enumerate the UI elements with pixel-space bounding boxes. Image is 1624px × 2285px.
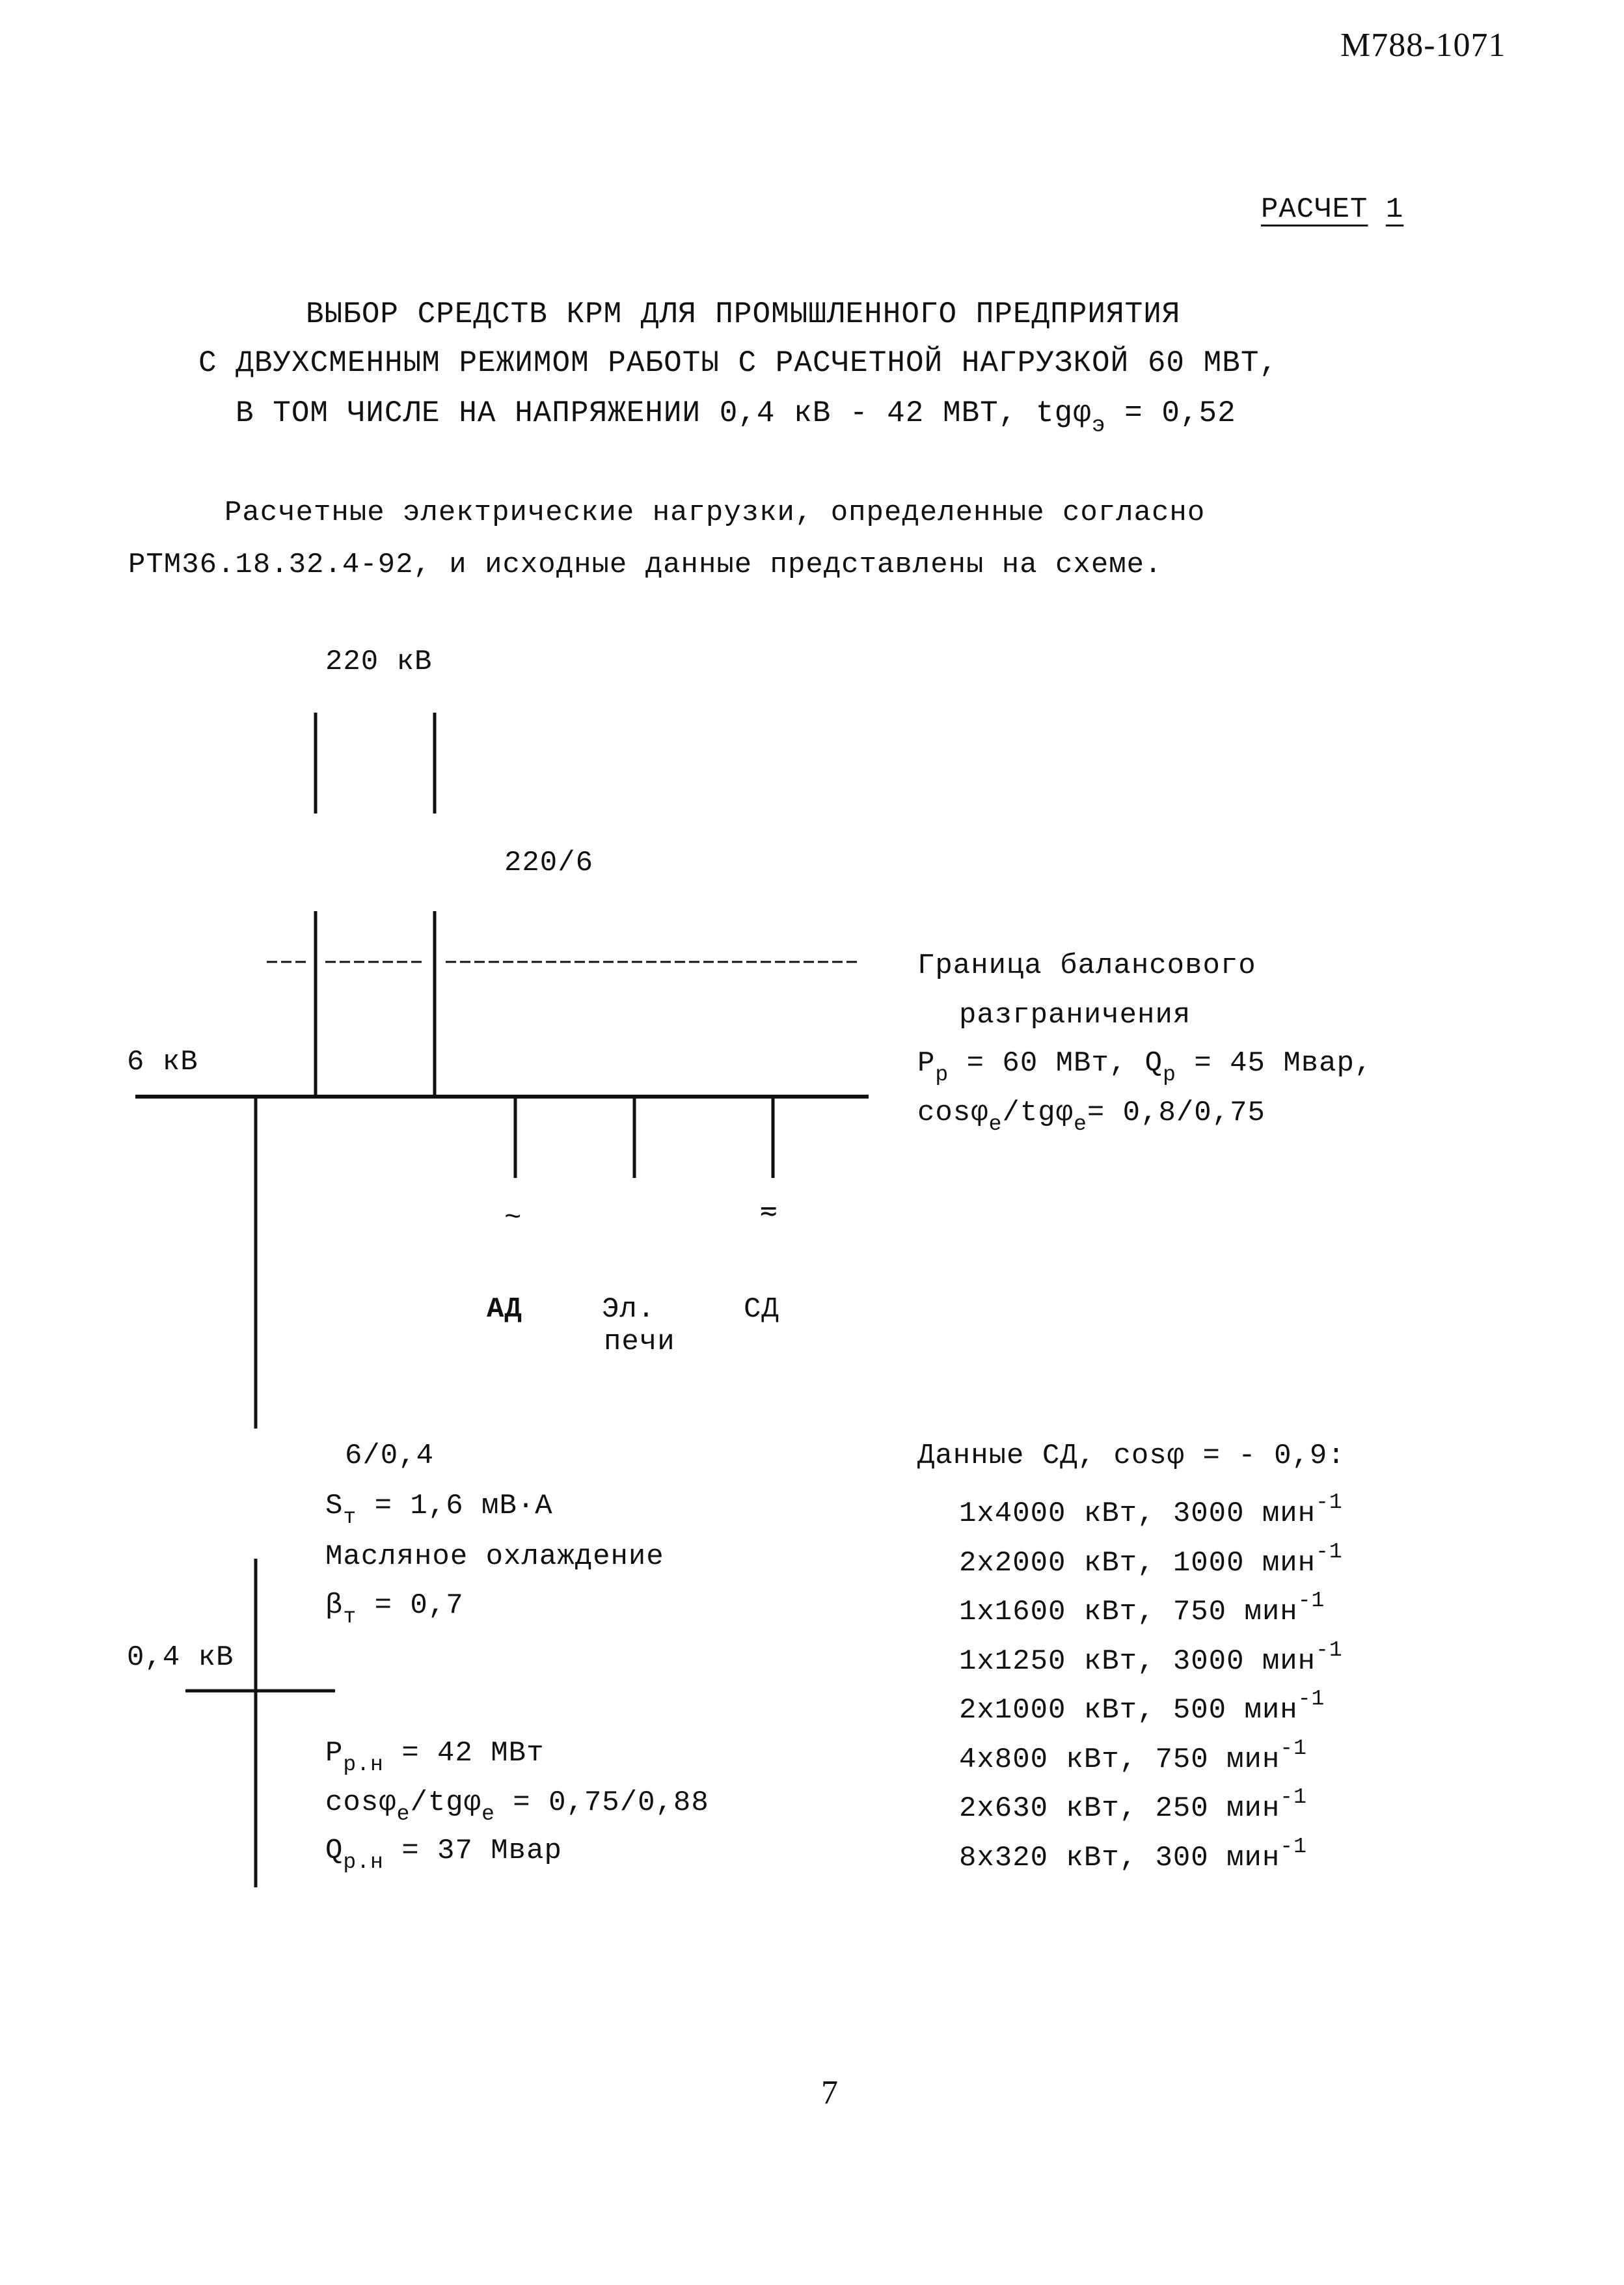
load04-q-value: = 37 Мвар	[383, 1835, 562, 1867]
transformer-cooling: Масляное охлаждение	[325, 1540, 664, 1573]
title-line-3-subscript: э	[1091, 413, 1106, 439]
sd-data-row-exponent: -1	[1297, 1589, 1325, 1613]
label-6kv: 6 кВ	[127, 1046, 198, 1078]
boundary-q-subscript: р	[1163, 1062, 1176, 1087]
intro-line-2: РТМ36.18.32.4-92, и исходные данные представлены на схеме.	[128, 549, 1163, 581]
sd-data-row-text: 2х1000 кВт, 500 мин	[959, 1693, 1298, 1727]
sd-data-row-exponent: -1	[1297, 1687, 1325, 1711]
sd-data-row-text: 1х1250 кВт, 3000 мин	[959, 1645, 1316, 1678]
transformer-beta-symbol: β	[325, 1589, 344, 1622]
load04-q-subscript: р.н	[343, 1850, 384, 1874]
boundary-p-subscript: р	[935, 1062, 949, 1087]
boundary-p-symbol: P	[917, 1047, 936, 1080]
sd-data-row-text: 8х320 кВт, 300 мин	[959, 1841, 1280, 1874]
load04-cos-tg	[325, 1788, 709, 1825]
boundary-tg-subscript: e	[1074, 1112, 1087, 1136]
load04-reactive-power	[325, 1837, 562, 1873]
boundary-line-2: разграничения	[959, 999, 1191, 1032]
sd-data-row-text: 1х1600 кВт, 750 мин	[959, 1595, 1298, 1628]
transformer-beta-value: = 0,7	[357, 1589, 464, 1622]
label-sd: СД	[744, 1293, 779, 1326]
sd-data-row-exponent: -1	[1316, 1539, 1343, 1564]
calculation-number: 1	[1385, 193, 1404, 226]
sd-data-row	[959, 1590, 1325, 1626]
label-transformer-6-04: 6/0,4	[345, 1440, 435, 1472]
sd-motor-symbol: ≂	[760, 1197, 778, 1229]
sd-data-row-exponent: -1	[1280, 1785, 1307, 1809]
title-line-2: С ДВУХСМЕННЫМ РЕЖИМОМ РАБОТЫ С РАСЧЕТНОЙ НАГРУЗКОЙ 60 МВТ,	[198, 346, 1279, 380]
load04-cos-tg-value: = 0,75/0,88	[494, 1786, 709, 1819]
transformer-beta-subscript: т	[343, 1604, 357, 1629]
load04-p-subscript: р.н	[343, 1752, 384, 1777]
label-220kv: 220 кВ	[325, 646, 433, 678]
boundary-cos-tg-value: = 0,8/0,75	[1087, 1097, 1265, 1129]
transformer-s-value: = 1,6 мВ·А	[357, 1490, 553, 1522]
load04-q-symbol: Q	[325, 1835, 344, 1867]
sd-data-row-exponent: -1	[1280, 1736, 1307, 1760]
boundary-p-value: = 60 МВт, Q	[949, 1047, 1163, 1080]
sd-data-row-exponent: -1	[1316, 1637, 1343, 1662]
transformer-s-subscript: т	[343, 1505, 357, 1529]
title-line-3-text: В ТОМ ЧИСЛЕ НА НАПРЯЖЕНИИ 0,4 кВ - 42 МВТ, tgφ	[236, 396, 1092, 430]
sd-data-row	[959, 1639, 1343, 1676]
sd-data-row-text: 2х630 кВт, 250 мин	[959, 1792, 1280, 1825]
boundary-q-value: = 45 Мвар,	[1176, 1047, 1373, 1080]
load04-p-symbol: P	[325, 1737, 344, 1770]
transformer-rating	[325, 1492, 553, 1528]
label-furnace-1: Эл.	[602, 1293, 656, 1326]
calculation-label-text: РАСЧЕТ	[1261, 193, 1368, 226]
sd-data-row-exponent: -1	[1316, 1490, 1343, 1514]
title-line-1: ВЫБОР СРЕДСТВ КРМ ДЛЯ ПРОМЫШЛЕННОГО ПРЕДПРИЯТИЯ	[306, 297, 1181, 331]
transformer-load-factor	[325, 1591, 464, 1628]
sd-data-heading: Данные СД, cosφ = - 0,9:	[917, 1440, 1346, 1472]
document-code: М788-1071	[1340, 27, 1506, 64]
title-line-3-value: = 0,52	[1105, 396, 1236, 430]
boundary-tg-symbol: /tgφ	[1002, 1097, 1074, 1129]
label-04kv: 0,4 кВ	[127, 1641, 234, 1674]
sd-data-row	[959, 1738, 1307, 1774]
sd-data-row-text: 1х4000 кВт, 3000 мин	[959, 1497, 1316, 1530]
boundary-cos-tg	[917, 1099, 1265, 1135]
load04-cos-subscript: e	[396, 1801, 411, 1826]
sd-data-row	[959, 1688, 1325, 1725]
sd-data-row	[959, 1492, 1343, 1528]
label-ad: АД	[487, 1293, 522, 1326]
load04-tg-subscript: e	[481, 1801, 495, 1826]
sd-data-row	[959, 1786, 1307, 1823]
load04-cos-symbol: cosφ	[325, 1786, 397, 1819]
label-furnace-2: печи	[604, 1326, 675, 1358]
boundary-cos-subscript: e	[988, 1112, 1003, 1136]
sd-data-row-text: 2х2000 кВт, 1000 мин	[959, 1546, 1316, 1580]
sd-data-row	[959, 1541, 1343, 1578]
sd-data-row-text: 4х800 кВт, 750 мин	[959, 1743, 1280, 1776]
boundary-power-values	[917, 1049, 1372, 1086]
load04-tg-symbol: /tgφ	[410, 1786, 482, 1819]
transformer-s-symbol: S	[325, 1490, 344, 1522]
boundary-cos-symbol: cosφ	[917, 1097, 989, 1129]
page-number: 7	[821, 2074, 839, 2111]
load04-p-value: = 42 МВт	[383, 1737, 545, 1770]
sd-data-row-exponent: -1	[1280, 1834, 1307, 1859]
label-transformer-220-6: 220/6	[504, 847, 594, 879]
intro-line-1: Расчетные электрические нагрузки, определенные согласно	[224, 497, 1206, 529]
load04-active-power	[325, 1739, 544, 1775]
boundary-line-1: Граница балансового	[917, 950, 1256, 982]
sd-data-row	[959, 1836, 1307, 1872]
ad-motor-symbol: ~	[504, 1202, 522, 1235]
